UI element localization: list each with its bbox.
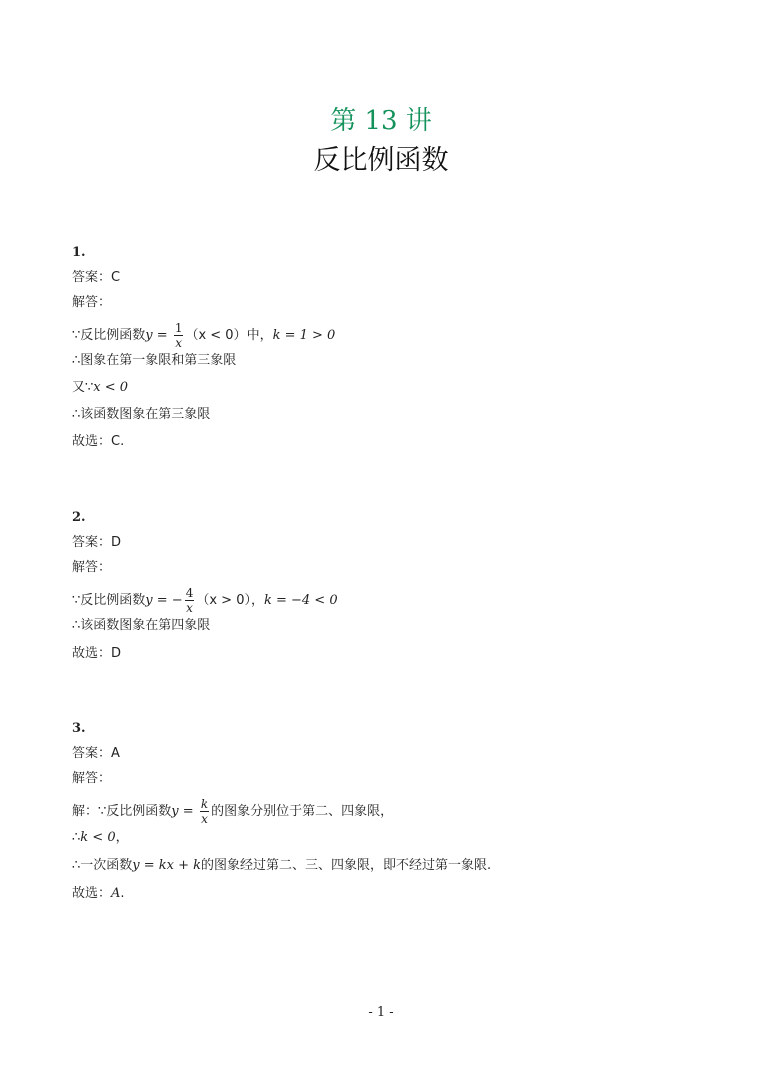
q2-l1-eq: = −: [152, 593, 183, 608]
q3-l3-math: y = kx + k: [132, 858, 202, 873]
q3-l1-prefix: 解：∵反比例函数: [72, 804, 172, 819]
q2-frac-denominator: x: [186, 601, 193, 615]
q1-line-1: [72, 321, 335, 350]
q3-line-2: [72, 829, 129, 847]
q2-l1-k: k = −4 < 0: [263, 593, 338, 608]
q3-l4-prefix: 故选：: [72, 886, 112, 901]
q1-l1-condition: （x < 0）中，: [185, 328, 273, 343]
page-title: 反比例函数: [313, 145, 449, 176]
q3-l4-math: A: [111, 886, 121, 901]
q3-l1-y: y: [171, 804, 179, 819]
q3-frac-numerator: k: [200, 797, 209, 811]
q3-l1-suffix: 的图象分别位于第二、四象限，: [211, 804, 394, 819]
q3-l3-prefix: ∴一次函数: [72, 858, 133, 873]
q1-line-3: [72, 379, 128, 397]
q1-l1-k: k = 1 > 0: [272, 328, 336, 343]
q2-line-1: [72, 586, 338, 615]
q2-line-2: ∴该函数图象在第四象限: [72, 618, 211, 633]
q3-l3-suffix: 的图象经过第二、三、四象限，即不经过第一象限.: [201, 858, 492, 873]
q1-l3-prefix: 又∵: [72, 380, 94, 395]
q2-l1-y: y: [145, 593, 153, 608]
q2-l1-prefix: ∵反比例函数: [72, 593, 146, 608]
q1-l1-eq: =: [152, 328, 172, 343]
q3-answer: 答案：A: [72, 746, 120, 761]
q1-answer: 答案：C: [72, 270, 121, 285]
q1-solution-label: 解答：: [72, 295, 112, 310]
q1-l1-prefix: ∵反比例函数: [72, 328, 146, 343]
q1-line-5: 故选：C.: [72, 434, 125, 449]
q3-l1-eq: =: [178, 804, 198, 819]
q3-frac-denominator: x: [201, 812, 208, 826]
q3-line-4: [72, 885, 125, 903]
q3-solution-label: 解答：: [72, 771, 112, 786]
q3-l2-math: k < 0: [80, 830, 116, 845]
q2-frac-numerator: 4: [185, 586, 194, 600]
q1-l1-y: y: [145, 328, 153, 343]
q1-number: 1.: [72, 245, 86, 260]
q3-number: 3.: [72, 721, 86, 736]
q1-frac-denominator: x: [175, 336, 183, 350]
lesson-number: 第 13 讲: [330, 106, 432, 136]
q3-l2-suffix: ，: [115, 830, 129, 845]
q1-line-4: ∴该函数图象在第三象限: [72, 407, 211, 422]
q1-line-2: ∴图象在第一象限和第三象限: [72, 353, 237, 368]
q3-l4-suffix: .: [120, 886, 125, 901]
q3-fraction: [200, 797, 209, 826]
q2-l1-condition: （x > 0），: [196, 593, 264, 608]
q2-solution-label: 解答：: [72, 560, 112, 575]
q2-fraction: [185, 586, 195, 615]
q1-fraction: [174, 321, 184, 350]
q2-number: 2.: [72, 510, 86, 525]
q2-answer: 答案：D: [72, 535, 122, 550]
q1-frac-numerator: 1: [174, 321, 183, 335]
q3-line-3: [72, 857, 491, 875]
q3-l2-prefix: ∴: [72, 830, 81, 845]
q2-line-3: 故选：D: [72, 646, 122, 661]
q3-line-1: [72, 797, 393, 826]
page-number: - 1 -: [368, 1005, 394, 1020]
q1-l3-math: x < 0: [93, 380, 129, 395]
